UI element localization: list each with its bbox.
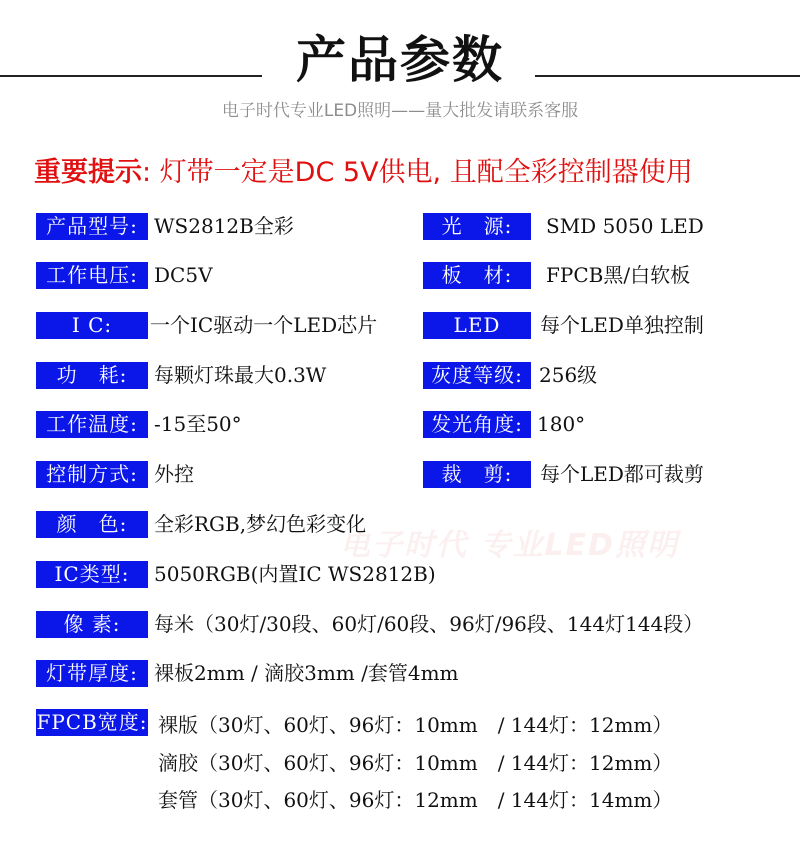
- spec-value-thickness: 裸板2mm / 滴胶3mm /套管4mm: [154, 661, 459, 685]
- spec-value-pixels: 每米（30灯/30段、60灯/60段、96灯/96段、144灯144段）: [154, 612, 704, 636]
- spec-value-ictype: 5050RGB(内置IC WS2812B): [154, 562, 436, 586]
- spec-value-voltage: DC5V: [154, 263, 213, 287]
- spec-value-board: FPCB黑/白软板: [546, 263, 691, 287]
- spec-value-width-bare: 裸版（30灯、60灯、96灯：10mm / 144灯：12mm）: [158, 713, 673, 737]
- spec-label-board: 板 材:: [423, 262, 531, 289]
- spec-label-gray: 灰度等级:: [423, 362, 531, 389]
- notice-text: : 灯带一定是DC 5V供电, 且配全彩控制器使用: [142, 157, 693, 188]
- spec-label-width: FPCB宽度:: [36, 710, 148, 734]
- spec-label-angle: 发光角度:: [423, 411, 531, 438]
- spec-value-ic: 一个IC驱动一个LED芯片: [150, 313, 378, 337]
- spec-value-width-sleeve: 套管（30灯、60灯、96灯：12mm / 144灯：14mm）: [158, 788, 673, 812]
- page-title: 产品参数: [296, 31, 504, 89]
- spec-value-angle: 180°: [537, 412, 586, 436]
- important-notice: [34, 150, 693, 189]
- spec-label-voltage: 工作电压:: [36, 262, 148, 289]
- spec-label-model: 产品型号:: [36, 213, 148, 240]
- spec-value-led: 每个LED单独控制: [540, 313, 704, 337]
- spec-label-temp: 工作温度:: [36, 411, 148, 438]
- spec-label-cut: 裁 剪:: [423, 461, 531, 488]
- spec-value-model: WS2812B全彩: [154, 214, 294, 238]
- spec-value-temp: -15至50°: [154, 412, 242, 436]
- spec-value-color: 全彩RGB,梦幻色彩变化: [154, 512, 367, 536]
- spec-value-light: SMD 5050 LED: [546, 214, 704, 238]
- spec-label-ictype: IC类型:: [36, 561, 148, 588]
- spec-value-control: 外控: [154, 462, 194, 486]
- spec-value-cut: 每个LED都可裁剪: [540, 462, 704, 486]
- spec-label-control: 控制方式:: [36, 461, 148, 488]
- spec-label-pixels: 像 素:: [36, 611, 148, 638]
- spec-label-power: 功 耗:: [36, 362, 148, 389]
- spec-value-power: 每颗灯珠最大0.3W: [154, 363, 327, 387]
- spec-label-color: 颜 色:: [36, 511, 148, 538]
- notice-prefix: 重要提示: [34, 157, 142, 188]
- spec-label-led: LED: [423, 312, 531, 339]
- title-rule-left: [0, 75, 262, 77]
- spec-value-gray: 256级: [539, 363, 598, 387]
- title-rule-right: [535, 75, 800, 77]
- watermark: 电子时代 专业LED照明: [340, 528, 679, 563]
- spec-label-ic: I C:: [36, 312, 148, 339]
- spec-label-light: 光 源:: [423, 213, 531, 240]
- page-subtitle: 电子时代专业LED照明——量大批发请联系客服: [221, 101, 579, 121]
- spec-value-width-epoxy: 滴胶（30灯、60灯、96灯：10mm / 144灯：12mm）: [158, 751, 673, 775]
- spec-label-thickness: 灯带厚度:: [36, 660, 148, 687]
